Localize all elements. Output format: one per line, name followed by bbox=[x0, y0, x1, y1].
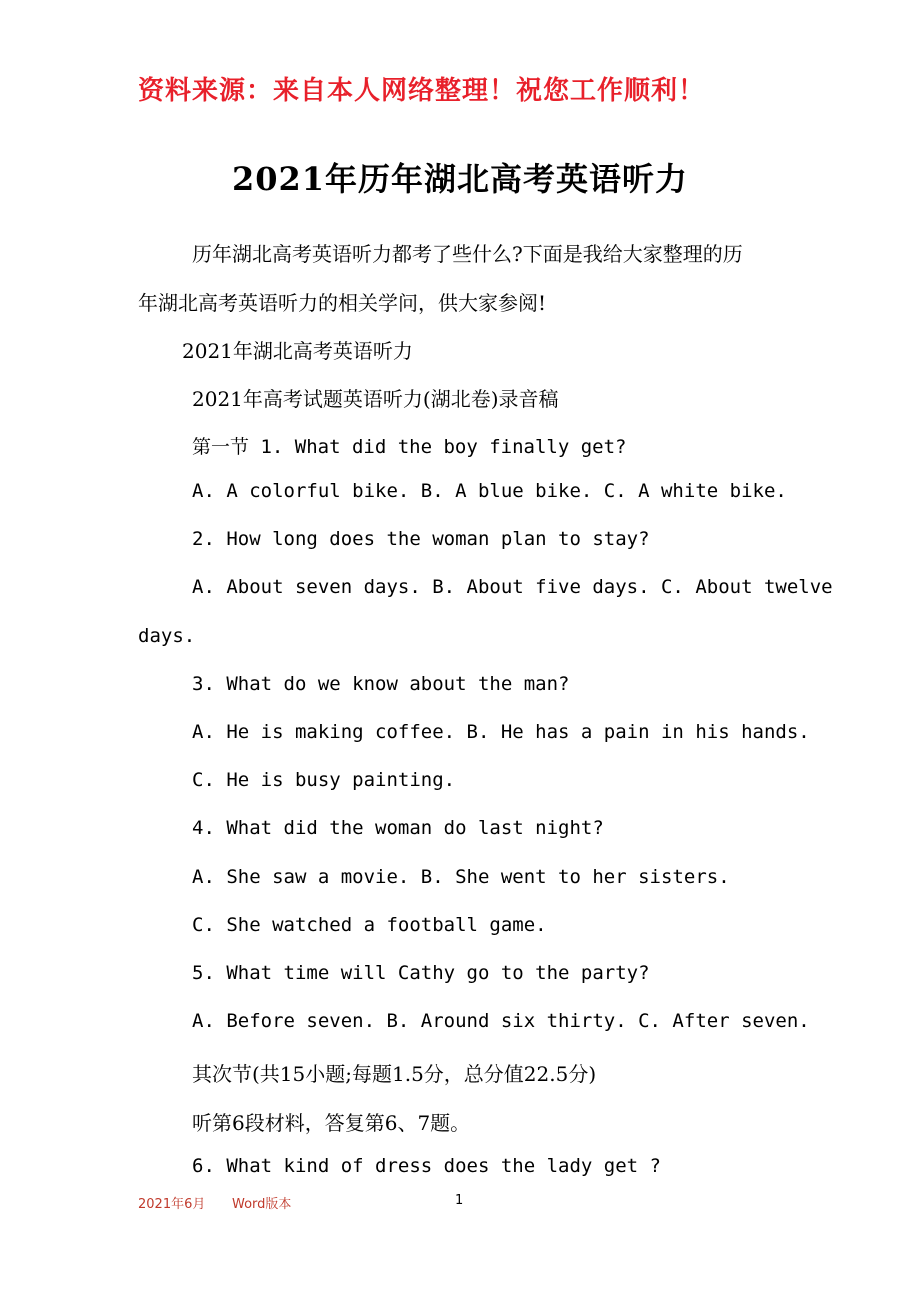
answer-line: A. About seven days. B. About five days. C. About twelve bbox=[192, 576, 833, 598]
intro-line-1: 历年湖北高考英语听力都考了些什么?下面是我给大家整理的历 bbox=[192, 242, 743, 266]
answer-line: A. He is making coffee. B. He has a pain in his hands. bbox=[192, 721, 810, 743]
subtitle-1: 2021年湖北高考英语听力 bbox=[182, 339, 413, 363]
question-line: 3. What do we know about the man? bbox=[192, 673, 570, 695]
question-line: 6. What kind of dress does the lady get ? bbox=[192, 1155, 661, 1177]
answer-line: C. She watched a football game. bbox=[192, 914, 547, 936]
question-line: 5. What time will Cathy go to the party? bbox=[192, 962, 650, 984]
subtitle-2: 2021年高考试题英语听力(湖北卷)录音稿 bbox=[192, 387, 559, 411]
document-title: 2021年历年湖北高考英语听力 bbox=[231, 160, 689, 198]
source-note: 资料来源：来自本人网络整理！祝您工作顺利！ bbox=[138, 76, 706, 106]
intro-line-2: 年湖北高考英语听力的相关学问，供大家参阅! bbox=[138, 291, 547, 315]
instruction-line: 听第6段材料，答复第6、7题。 bbox=[192, 1111, 471, 1135]
answer-line: days. bbox=[138, 625, 196, 647]
footer-version: Word版本 bbox=[232, 1197, 292, 1212]
question-line: 第一节 1. What did the boy finally get? bbox=[192, 436, 627, 458]
answer-line: A. She saw a movie. B. She went to her sisters. bbox=[192, 866, 730, 888]
answer-line: A. A colorful bike. B. A blue bike. C. A white bike. bbox=[192, 480, 787, 502]
question-line: 4. What did the woman do last night? bbox=[192, 817, 604, 839]
answer-line: A. Before seven. B. Around six thirty. C. After seven. bbox=[192, 1010, 810, 1032]
question-line: 2. How long does the woman plan to stay? bbox=[192, 528, 650, 550]
section-heading: 其次节(共15小题;每题1.5分，总分值22.5分) bbox=[192, 1062, 597, 1086]
page-number: 1 bbox=[455, 1193, 464, 1208]
answer-line: C. He is busy painting. bbox=[192, 769, 456, 791]
footer-date: 2021年6月 bbox=[138, 1197, 206, 1212]
